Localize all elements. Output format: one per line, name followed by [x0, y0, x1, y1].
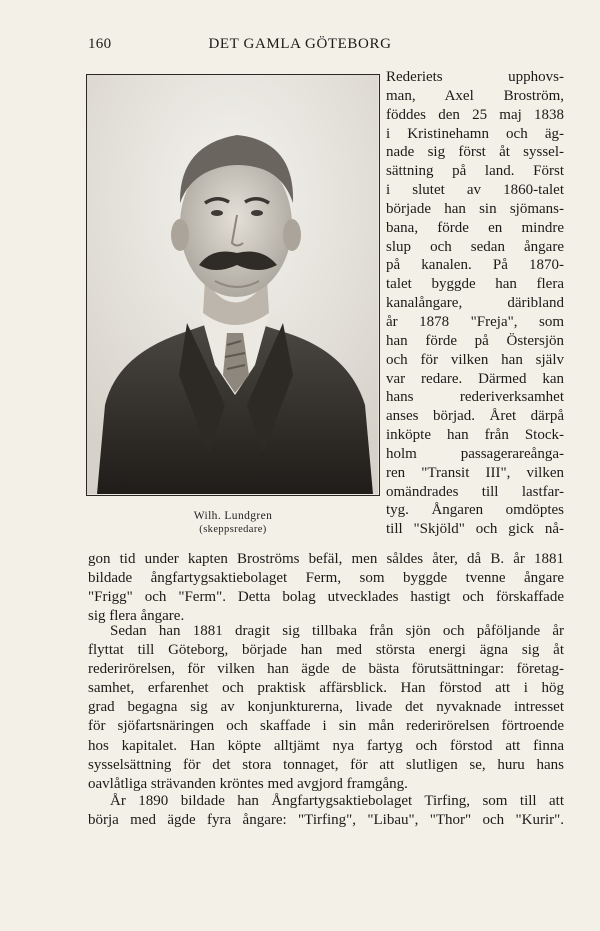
text-line: sysselsättning för det stora tonnaget, för att slutligen se, huru hans — [88, 756, 564, 773]
text-line: föddes den 25 maj 1838 — [386, 106, 564, 123]
text-line: bildade ångfartygsaktiebolaget Ferm, som byggde tvenne ångare — [88, 570, 564, 587]
text-line: ren "Transit III", vilken — [386, 464, 564, 481]
text-line: holm passagerareånga- — [386, 445, 564, 462]
text-line: "Frigg" och "Ferm". Detta bolag utvecklades hastigt och förskaffade — [88, 589, 564, 606]
text-line: Sedan han 1881 dragit sig tillbaka från sjön och påföljande år — [110, 623, 564, 639]
page-number: 160 — [88, 36, 112, 52]
text-line: omändrades till lastfar- — [386, 483, 564, 500]
text-line: samhet, erfarenhet och praktisk affärsblick. Han förstod att i hög — [88, 680, 564, 697]
text-line: nade sig först åt syssel- — [386, 144, 564, 161]
text-line: kanalångare, däribland — [386, 295, 564, 312]
text-line: oavlåtliga strävanden kröntes med avgjord framgång. — [88, 775, 408, 792]
paragraph-3 — [88, 792, 564, 830]
text-line: började han sin sjömans- — [386, 200, 564, 217]
text-line: på kanalen. På 1870- — [386, 257, 564, 274]
text-line: sig flera ångare. — [88, 608, 185, 625]
text-line: börja med ägde fyra ångare: "Tirfing", "Libau", "Thor" och "Kurir". — [88, 812, 564, 829]
text-line: för sjöfartsnäringen och skaffade i sin mån rederirörelsen förtroende — [88, 718, 564, 735]
paragraph-1 — [88, 550, 564, 626]
text-line: och för vilken han själv — [386, 351, 564, 368]
text-line: till "Skjöld" och gick nå- — [386, 521, 564, 538]
caption-role: (skeppsredare) — [199, 524, 267, 535]
side-column-text — [386, 68, 564, 539]
text-line: i slutet av 1860-talet — [386, 182, 564, 199]
text-line: år 1878 "Freja", som — [386, 313, 564, 330]
text-line: han förde på Östersjön — [386, 332, 564, 349]
portrait-photo — [86, 74, 380, 496]
text-line: gon tid under kapten Broströms befäl, men såldes åter, då B. år 1881 — [88, 551, 564, 567]
text-line: tyg. Ångaren omdöptes — [386, 502, 564, 519]
caption-name: Wilh. Lundgren — [193, 510, 273, 522]
text-line: grad begagna sig av konjunkturerna, livade det nyvaknade intresset — [88, 699, 564, 716]
text-line: talet byggde han flera — [386, 276, 564, 293]
text-line: slup och sedan ångare — [386, 238, 564, 255]
running-head: DET GAMLA GÖTEBORG — [208, 36, 392, 52]
text-line: bana, förde en mindre — [386, 219, 564, 236]
text-line: hans rederiverksamhet — [386, 389, 564, 406]
text-line: anses börjad. Året därpå — [386, 408, 564, 425]
text-line: i Kristinehamn och äg- — [386, 125, 564, 142]
text-line: man, Axel Broström, — [386, 87, 564, 104]
text-line: inköpte han från Stock- — [386, 427, 564, 444]
text-line: var redare. Därmed kan — [386, 370, 564, 387]
text-line: År 1890 bildade han Ångfartygsaktiebolaget Tirfing, som till att — [110, 793, 564, 809]
text-line: Rederiets upphovs- — [386, 69, 564, 85]
text-line: hos kapitalet. Han köpte alltjämt nya fartyg och förstod att finna — [88, 737, 564, 754]
text-line: flyttat till Göteborg, började han med största energi ägna sig åt — [88, 642, 564, 659]
text-line: rederirörelsen, för vilken han ägde de bästa förutsättningar: företag- — [88, 661, 564, 678]
text-line: sättning på land. Först — [386, 163, 564, 180]
paragraph-2 — [88, 622, 564, 794]
